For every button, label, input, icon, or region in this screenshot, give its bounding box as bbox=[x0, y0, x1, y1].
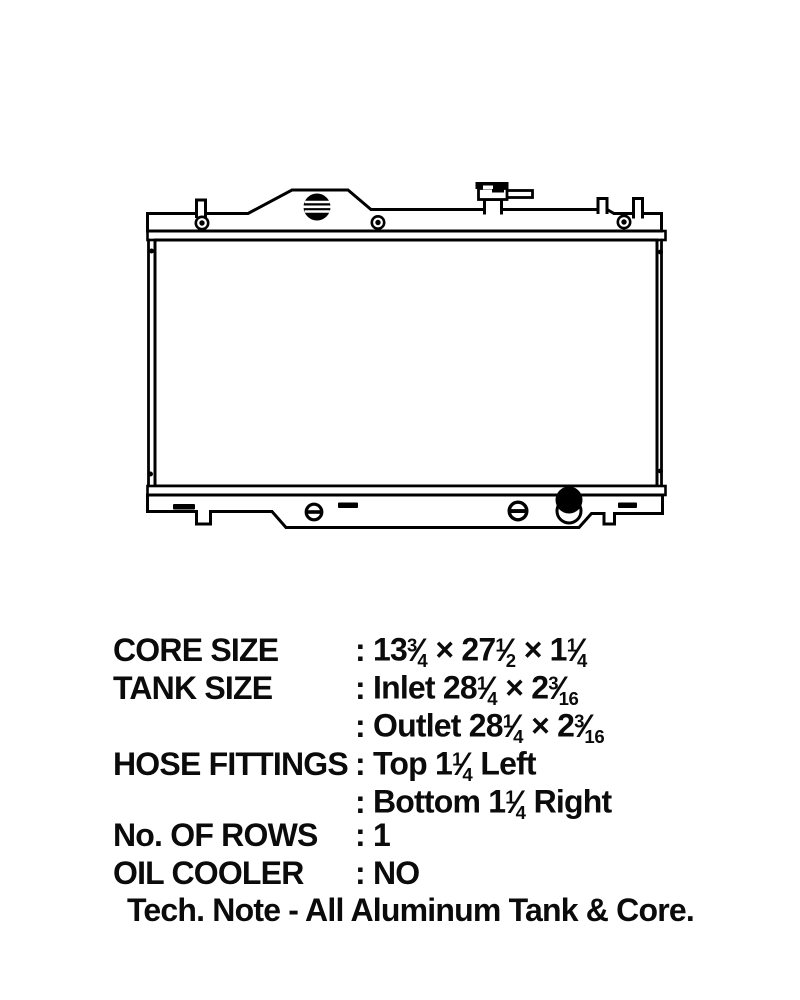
fraction: $^1$⁄4 bbox=[566, 630, 587, 671]
tech-note: Tech. Note - All Aluminum Tank & Core. bbox=[127, 892, 694, 928]
top-tank bbox=[148, 190, 662, 231]
bottom-tank bbox=[148, 495, 663, 528]
pressure-cap-lever bbox=[492, 189, 504, 193]
spec-colon: : bbox=[355, 745, 365, 782]
fraction: $^1$⁄2 bbox=[495, 630, 516, 671]
top-tab-right-2 bbox=[634, 199, 643, 218]
outlet-pipe bbox=[556, 487, 583, 524]
fraction: $^1$⁄4 bbox=[476, 668, 498, 709]
fraction: $^3$⁄4 bbox=[407, 630, 428, 671]
top-tab-right-1 bbox=[598, 199, 607, 213]
spec-value: 1 bbox=[373, 817, 390, 853]
spec-row bbox=[113, 664, 611, 709]
spec-label: TANK SIZE bbox=[113, 669, 273, 706]
overflow-tube bbox=[506, 191, 533, 198]
pressure-cap-notch bbox=[483, 186, 493, 190]
fraction: $^1$⁄4 bbox=[502, 706, 523, 747]
spec-row bbox=[113, 778, 612, 823]
spec-value: NO bbox=[373, 855, 420, 891]
spec-table bbox=[113, 626, 611, 892]
spec-value: Outlet $28^1⁄4$ × $2^3⁄16$ bbox=[373, 706, 605, 747]
spec-label: CORE SIZE bbox=[113, 631, 279, 668]
radiator-cap bbox=[304, 194, 331, 221]
fraction: $^1$⁄4 bbox=[451, 744, 473, 785]
spec-label: HOSE FITTINGS bbox=[113, 745, 348, 782]
spec-colon: : bbox=[355, 707, 365, 744]
fraction: $^3$⁄16 bbox=[574, 706, 605, 747]
spec-value: $13^3⁄4$ × $27^1⁄2$ × $1^1⁄4$ bbox=[373, 630, 587, 671]
fraction: $^3$⁄16 bbox=[548, 668, 579, 709]
spec-row bbox=[113, 854, 611, 892]
filler-neck bbox=[485, 200, 502, 214]
spec-colon: : bbox=[355, 631, 365, 668]
spec-colon: : bbox=[355, 855, 365, 891]
top-tab-left bbox=[197, 200, 206, 217]
spec-value: Top $1^1⁄4$ Left bbox=[373, 744, 536, 785]
core bbox=[155, 240, 657, 486]
spec-label: OIL COOLER bbox=[113, 855, 304, 891]
spec-colon: : bbox=[355, 669, 365, 706]
fraction: $^1$⁄4 bbox=[505, 782, 526, 823]
spec-value: Bottom $1^1⁄4$ Right bbox=[373, 782, 612, 823]
spec-colon: : bbox=[355, 817, 365, 853]
spec-row bbox=[113, 702, 611, 747]
spec-colon: : bbox=[355, 783, 365, 820]
spec-row bbox=[113, 626, 611, 671]
spec-value: Inlet $28^1⁄4$ × $2^3⁄16$ bbox=[373, 668, 579, 709]
spec-label: No. OF ROWS bbox=[113, 817, 318, 853]
